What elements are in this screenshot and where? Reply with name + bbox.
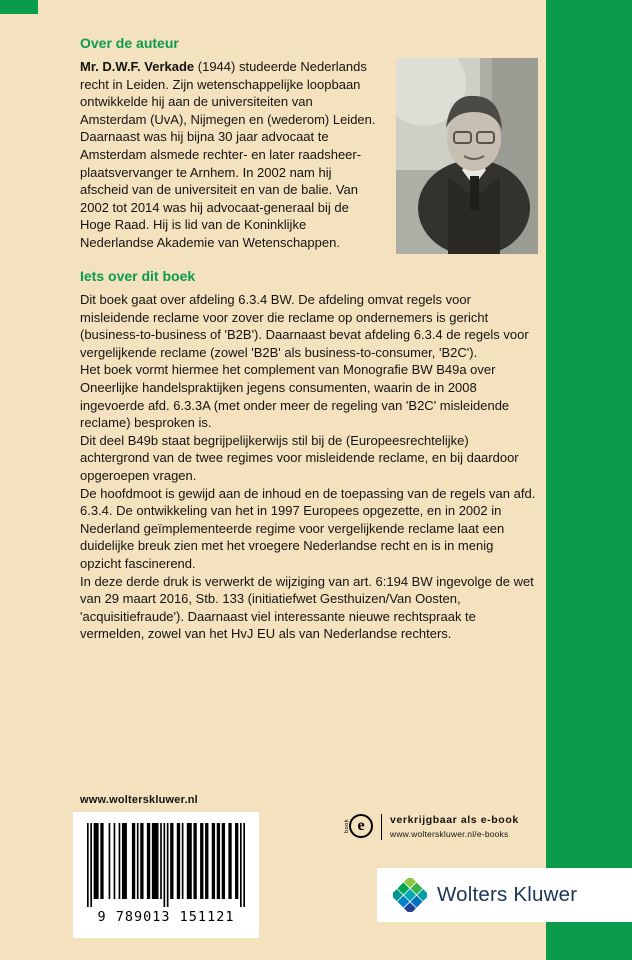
- ebook-url: www.wolterskluwer.nl/e-books: [390, 829, 509, 839]
- author-bio: (1944) studeerde Nederlands recht in Leiden. Zijn wetenschappelijke loopbaan ontwikkelde hij aan de universiteiten van Amsterdam (UvA), Nijmegen en (wederom) Leiden. Daarnaast was hij bijna 30 jaar advocaat te Amsterdam alsmede rechter- en later raadsheer-plaatsvervanger te Arnhem. In 2002 nam hij afscheid van de universiteit en van de balie. Van 2002 tot 2014 was hij advocaat-generaal bij de Hoge Raad. Hij is lid van de Koninklijke Nederlandse Akademie van Wetenschappen.: [80, 59, 376, 250]
- author-section-heading: Over de auteur: [80, 35, 179, 51]
- book-paragraph: De hoofdmoot is gewijd aan de inhoud en de toepassing van de regels van afd. 6.3.4. De ontwikkeling van het in 1997 Europees opgezette, en in 2002 in Nederland geïmplementeerde regime voor vergelijkende reclame laat een duidelijke breuk zien met het vroegere Nederlandse recht en is in menig opzicht fascinerend.: [80, 485, 536, 571]
- author-photo-image: [396, 58, 538, 254]
- spine-corner-tab: [0, 0, 38, 14]
- barcode-panel: [73, 812, 259, 938]
- publisher-name: Wolters Kluwer: [437, 883, 578, 906]
- book-paragraph: In deze derde druk is verwerkt de wijziging van art. 6:194 BW ingevolge de wet van 29 maart 2016, Stb. 133 (initiatiefwet Gesthuizen/Van Oosten, 'acquisitiefraude'). Daarnaast viel interessante nieuwe rechtspraak te vermelden, zowel van het HvJ EU als van Nederlandse rechters.: [80, 573, 534, 642]
- publisher-logo-box: [377, 868, 632, 922]
- author-bio-text: [80, 58, 382, 252]
- ebook-divider: [381, 814, 382, 840]
- ebook-available-label: verkrijgbaar als e-book: [390, 814, 519, 826]
- ebook-icon-letter: e: [357, 817, 365, 834]
- ebook-availability: [344, 814, 519, 840]
- wolters-kluwer-pinwheel-icon: [393, 878, 427, 912]
- ean13-barcode: [87, 823, 245, 907]
- author-photo: [396, 58, 538, 254]
- author-name: Mr. D.W.F. Verkade: [80, 59, 195, 74]
- ebook-text: [390, 814, 519, 839]
- book-paragraph: Dit boek gaat over afdeling 6.3.4 BW. De afdeling omvat regels voor misleidende reclame voor zover die reclame op ondernemers is gericht (business-to-business of 'B2B'). Daarnaast bevat afdeling 6.3.4 de regels voor vergelijkende reclame (zowel 'B2B' als business-to-consumer, 'B2C').: [80, 292, 529, 360]
- publisher-website-url: www.wolterskluwer.nl: [80, 794, 198, 806]
- book-paragraph: Het boek vormt hiermee het complement van Monografie BW B49a over Oneerlijke handelspraktijken jegens consumenten, waarin de in 2008 ingevoerde afd. 6.3.3A (met onder meer de regeling van 'B2C' misleidende reclame) besproken is.: [80, 362, 510, 431]
- cover-content: [80, 34, 538, 643]
- isbn-number: 9 789013 151121: [97, 909, 235, 925]
- book-description: [80, 291, 538, 643]
- book-section-heading: Iets over dit boek: [80, 268, 196, 284]
- book-paragraph: Dit deel B49b staat begrijpelijkerwijs stil bij de (Europeesrechtelijke) achtergrond van de twee regimes voor misleidende reclame, en bij daardoor opgeroepen vragen.: [80, 432, 519, 483]
- ebook-icon-word: book: [344, 819, 350, 833]
- right-green-band: [546, 0, 632, 960]
- ebook-icon: [344, 814, 373, 838]
- author-section: [80, 58, 538, 254]
